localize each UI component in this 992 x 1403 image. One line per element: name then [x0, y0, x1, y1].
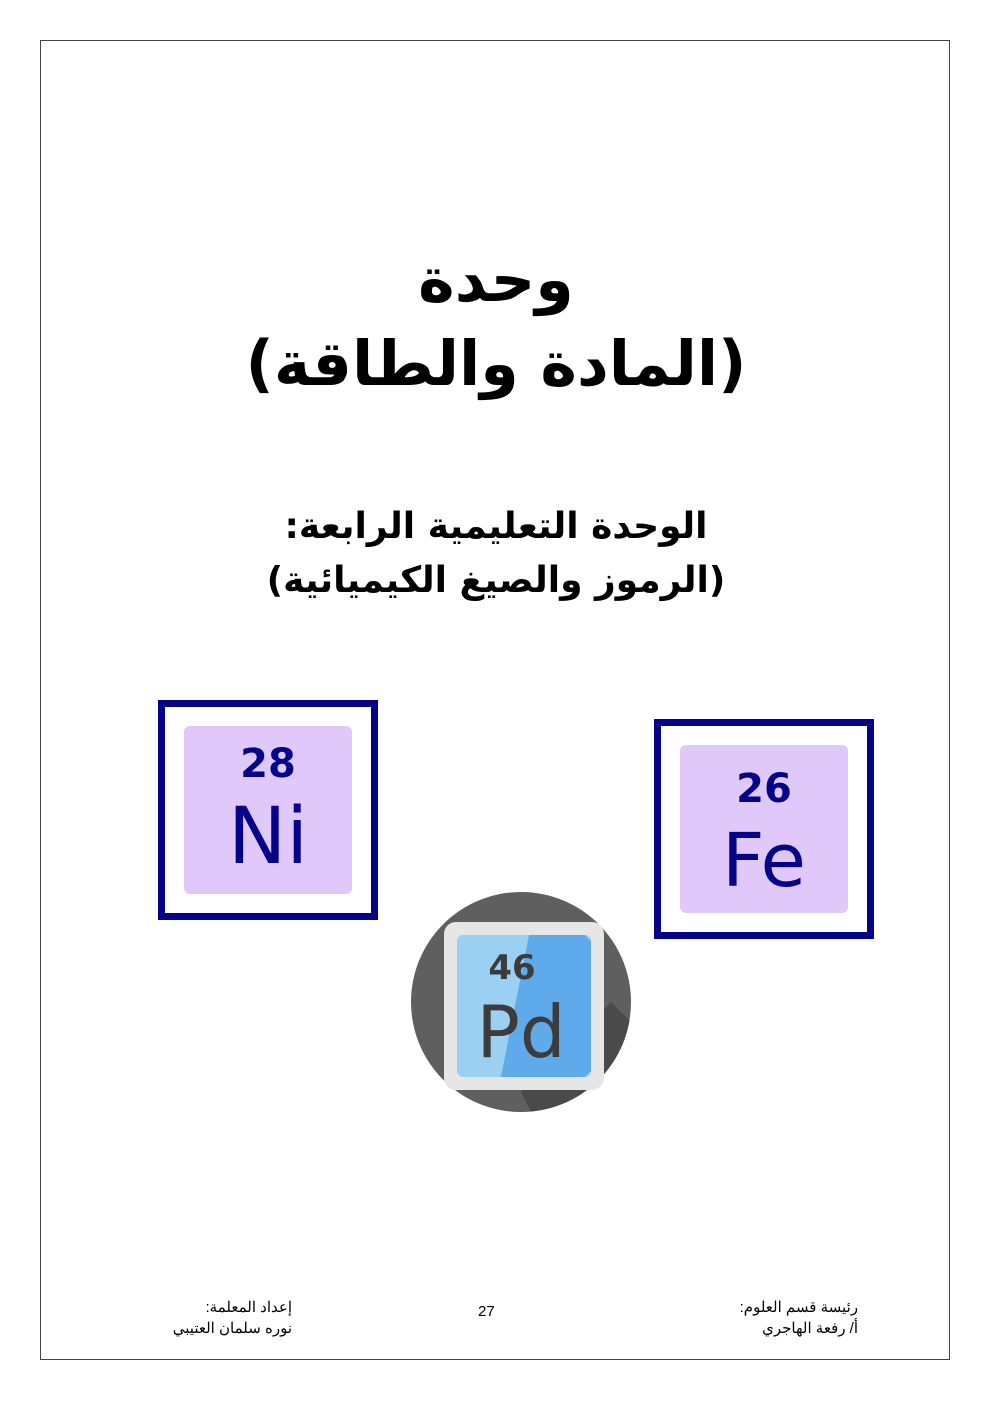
teacher-name: نوره سلمان العتيبي [172, 1320, 292, 1337]
iron-symbol: Fe [721, 818, 807, 904]
page-number: 27 [478, 1303, 495, 1320]
unit-title-line1: وحدة [418, 243, 574, 316]
palladium-atomic-number: 46 [488, 948, 536, 988]
teacher-label: إعداد المعلمة: [205, 1299, 292, 1316]
element-tile-nickel [158, 700, 378, 920]
department-head-name: أ/ رفعة الهاجري [762, 1320, 858, 1337]
nickel-atomic-number: 28 [240, 741, 296, 787]
unit-title-line2: (المادة والطاقة) [245, 327, 747, 400]
unit-title [0, 238, 992, 406]
iron-atomic-number: 26 [736, 766, 792, 812]
lesson-subtitle-line2: (الرموز والصيغ الكيميائية) [266, 560, 726, 601]
department-head-credit [740, 1297, 858, 1339]
palladium-symbol: Pd [476, 990, 566, 1074]
nickel-symbol: Ni [227, 792, 309, 882]
department-head-label: رئيسة قسم العلوم: [739, 1299, 858, 1316]
element-icon-palladium [411, 892, 631, 1112]
teacher-credit [152, 1297, 292, 1339]
lesson-subtitle-line1: الوحدة التعليمية الرابعة: [284, 506, 708, 547]
element-tile-iron [654, 719, 874, 939]
lesson-subtitle [0, 500, 992, 608]
